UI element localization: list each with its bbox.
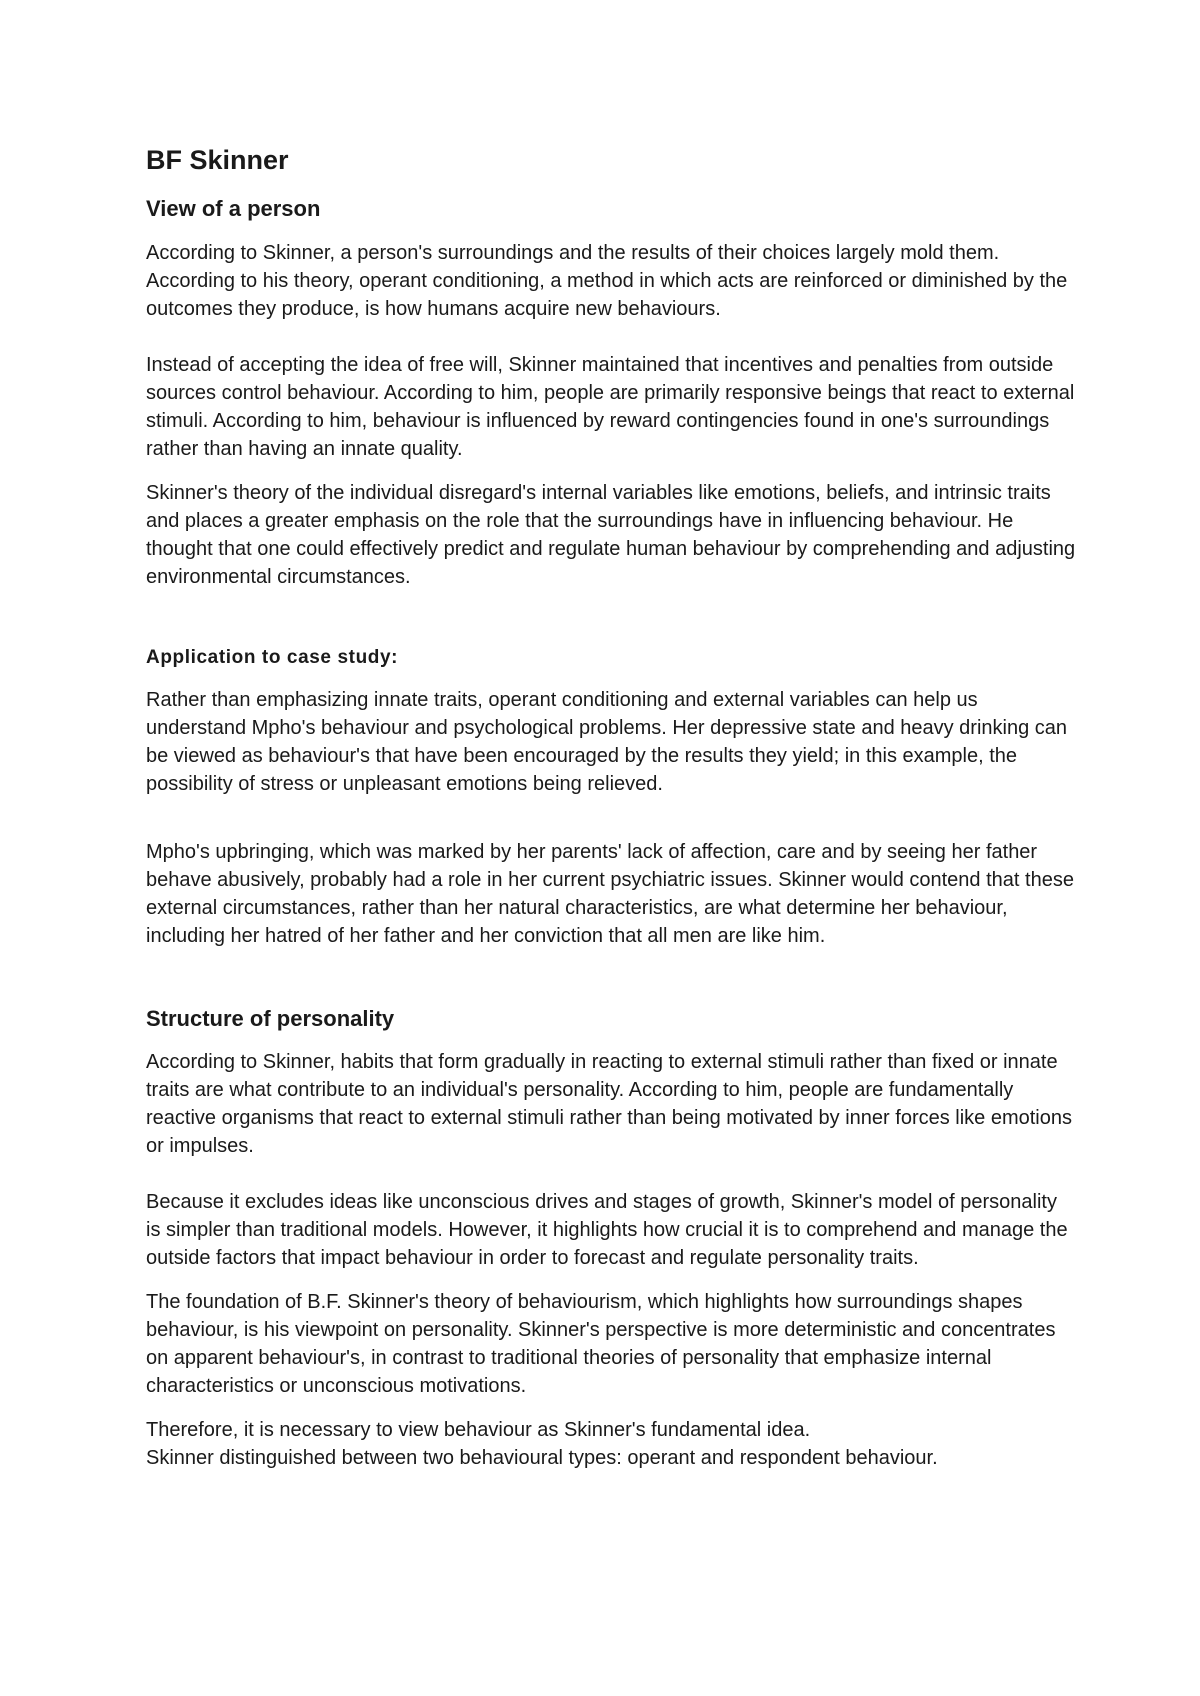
paragraph: According to Skinner, a person's surroundings and the results of their choices largely mold them. According to his theory, operant conditioning, a method in which acts are reinforced or diminished by the outcomes they produce, is how humans acquire new behaviours. <box>146 241 1068 320</box>
section-heading-view-of-person: View of a person <box>146 196 321 222</box>
section-heading-structure-of-personality: Structure of personality <box>146 1005 395 1031</box>
document-title: BF Skinner <box>146 145 289 175</box>
paragraph: Mpho's upbringing, which was marked by her parents' lack of affection, care and by seeing her father behave abusively, probably had a role in her current psychiatric issues. Skinner would contend that these external circumstances, rather than her natural characteristics, are what determine her behaviour, including her hatred of her father and her conviction that all men are like him. <box>146 840 1074 947</box>
paragraph: Therefore, it is necessary to view behaviour as Skinner's fundamental idea. <box>146 1418 811 1441</box>
document-body <box>146 144 1076 1472</box>
paragraph: Because it excludes ideas like unconscious drives and stages of growth, Skinner's model of personality is simpler than traditional models. However, it highlights how crucial it is to comprehend and manage the outside factors that impact behaviour in order to forecast and regulate personality traits. <box>146 1190 1068 1269</box>
paragraph: Skinner's theory of the individual disregard's internal variables like emotions, beliefs, and intrinsic traits and places a greater emphasis on the role that the surroundings have in influencing behaviour. He thought that one could effectively predict and regulate human behaviour by comprehending and adjusting environmental circumstances. <box>146 481 1076 588</box>
paragraph: Rather than emphasizing innate traits, operant conditioning and external variables can help us understand Mpho's behaviour and psychological problems. Her depressive state and heavy drinking can be viewed as behaviour's that have been encouraged by the results they yield; in this example, the possibility of stress or unpleasant emotions being relieved. <box>146 688 1068 795</box>
section-heading-application: Application to case study: <box>146 646 399 668</box>
paragraph: The foundation of B.F. Skinner's theory of behaviourism, which highlights how surroundings shapes behaviour, is his viewpoint on personality. Skinner's perspective is more deterministic and concentrates on apparent behaviour's, in contrast to traditional theories of personality that emphasize internal characteristics or unconscious motivations. <box>146 1290 1056 1397</box>
paragraph: Instead of accepting the idea of free will, Skinner maintained that incentives and penalties from outside sources control behaviour. According to him, people are primarily responsive beings that react to external stimuli. According to him, behaviour is influenced by reward contingencies found in one's surroundings rather than having an innate quality. <box>146 353 1075 460</box>
paragraph: According to Skinner, habits that form gradually in reacting to external stimuli rather than fixed or innate traits are what contribute to an individual's personality. According to him, people are fundamentally reactive organisms that react to external stimuli rather than being motivated by inner forces like emotions or impulses. <box>146 1050 1072 1157</box>
paragraph: Skinner distinguished between two behavioural types: operant and respondent behaviour. <box>146 1446 938 1469</box>
